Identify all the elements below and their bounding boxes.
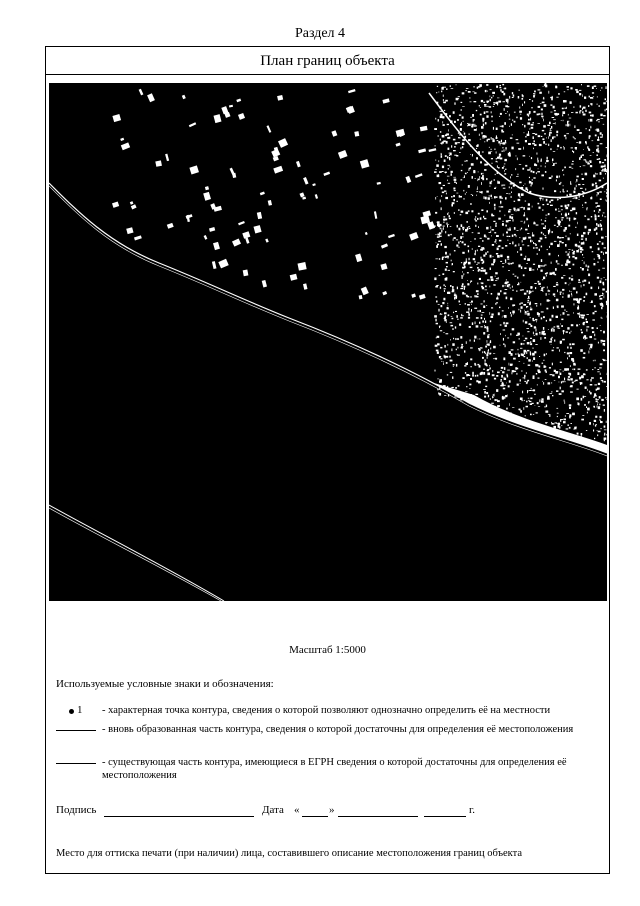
quote-open: « bbox=[294, 804, 300, 816]
point-number: 1 bbox=[77, 704, 83, 716]
date-label: Дата bbox=[262, 804, 284, 816]
year-line bbox=[424, 816, 466, 817]
document-frame bbox=[45, 46, 610, 874]
signature-label: Подпись bbox=[56, 804, 97, 816]
signature-line bbox=[104, 816, 254, 817]
legend-text: - вновь образованная часть контура, сведения о которой достаточны для определения её местоположения bbox=[102, 724, 574, 735]
legend-title: Используемые условные знаки и обозначения: bbox=[56, 678, 274, 690]
plan-title: План границ объекта bbox=[46, 47, 609, 75]
map-image bbox=[49, 83, 607, 601]
section-title: Раздел 4 bbox=[294, 26, 346, 41]
stamp-text: Место для оттиска печати (при наличии) лица, составившего описание местоположения границ объекта bbox=[56, 848, 523, 859]
point-symbol bbox=[56, 704, 101, 717]
legend-text: - характерная точка контура, сведения о которой позволяют однозначно определить её на местности bbox=[102, 705, 551, 716]
scale-label: Масштаб 1:5000 bbox=[289, 644, 366, 656]
point-dot-icon bbox=[69, 709, 74, 714]
new-contour-symbol bbox=[56, 723, 101, 736]
existing-contour-symbol bbox=[56, 756, 101, 769]
year-suffix: г. bbox=[469, 804, 476, 816]
legend-text: - существующая часть контура, имеющиеся в ЕГРН сведения о которой достаточны для определения её местоположения bbox=[102, 757, 567, 781]
quote-close: » bbox=[329, 804, 335, 816]
satellite-map bbox=[49, 83, 607, 601]
month-line bbox=[338, 816, 418, 817]
signature-row bbox=[56, 804, 596, 820]
day-line bbox=[302, 816, 328, 817]
